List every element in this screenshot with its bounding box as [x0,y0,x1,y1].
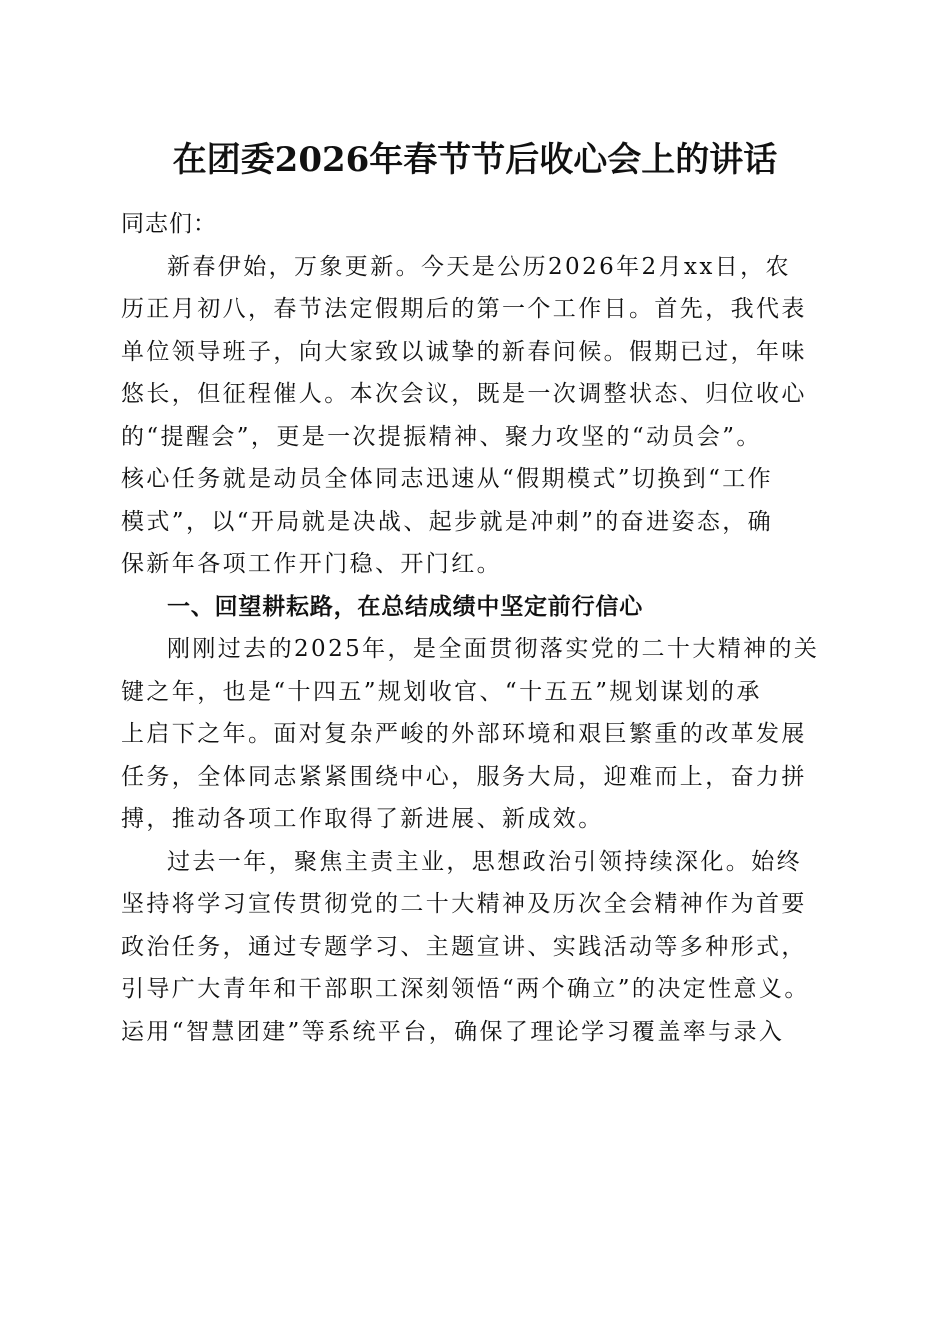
text-line: 坚持将学习宣传贯彻党的二十大精神及历次全会精神作为首要 [121,891,807,917]
text-line: 任务，全体同志紧紧围绕中心，服务大局，迎难而上，奋力拼 [121,763,807,790]
text-line: 保新年各项工作开门稳、开门红。 [121,551,502,577]
text-line: 模式”，以“开局就是决战、起步就是冲刺”的奋进姿态，确 [121,508,774,535]
text-line: 单位领导班子，向大家致以诚挚的新春问候。假期已过，年味 [121,338,807,365]
text-line: 引导广大青年和干部职工深刻领悟“两个确立”的决定性意义。 [121,976,810,1002]
section-heading: 一、回望耕耘路，在总结成绩中坚定前行信心 [167,593,643,620]
text-line: 刚刚过去的2025年，是全面贯彻落实党的二十大精神的关 [167,636,820,662]
text-line: 新春伊始，万象更新。今天是公历2026年2月xx日，农 [167,253,791,280]
paragraph-past-year [121,841,833,1054]
document-title: 在团委2026年春节节后收心会上的讲话 [172,140,778,180]
paragraph-intro [121,246,833,586]
text-line: 上启下之年。面对复杂严峻的外部环境和艰巨繁重的改革发展 [121,721,807,747]
text-line: 核心任务就是动员全体同志迅速从“假期模式”切换到“工作 [121,466,774,492]
text-line: 的“提醒会”，更是一次提振精神、聚力攻坚的“动员会”。 [121,423,762,450]
document-body [121,203,833,1053]
salutation: 同志们： [121,211,217,237]
text-line: 历正月初八，春节法定假期后的第一个工作日。首先，我代表 [121,296,807,322]
text-line: 悠长，但征程催人。本次会议，既是一次调整状态、归位收心 [121,381,807,407]
text-line: 键之年，也是“十四五”规划收官、“十五五”规划谋划的承 [121,678,762,705]
text-line: 政治任务，通过专题学习、主题宣讲、实践活动等多种形式， [121,933,807,960]
text-line: 搏，推动各项工作取得了新进展、新成效。 [121,806,604,832]
paragraph-review [121,628,833,841]
text-line: 过去一年，聚焦主责主业，思想政治引领持续深化。始终 [167,848,802,875]
text-line: 运用“智慧团建”等系统平台，确保了理论学习覆盖率与录入 [121,1018,785,1045]
